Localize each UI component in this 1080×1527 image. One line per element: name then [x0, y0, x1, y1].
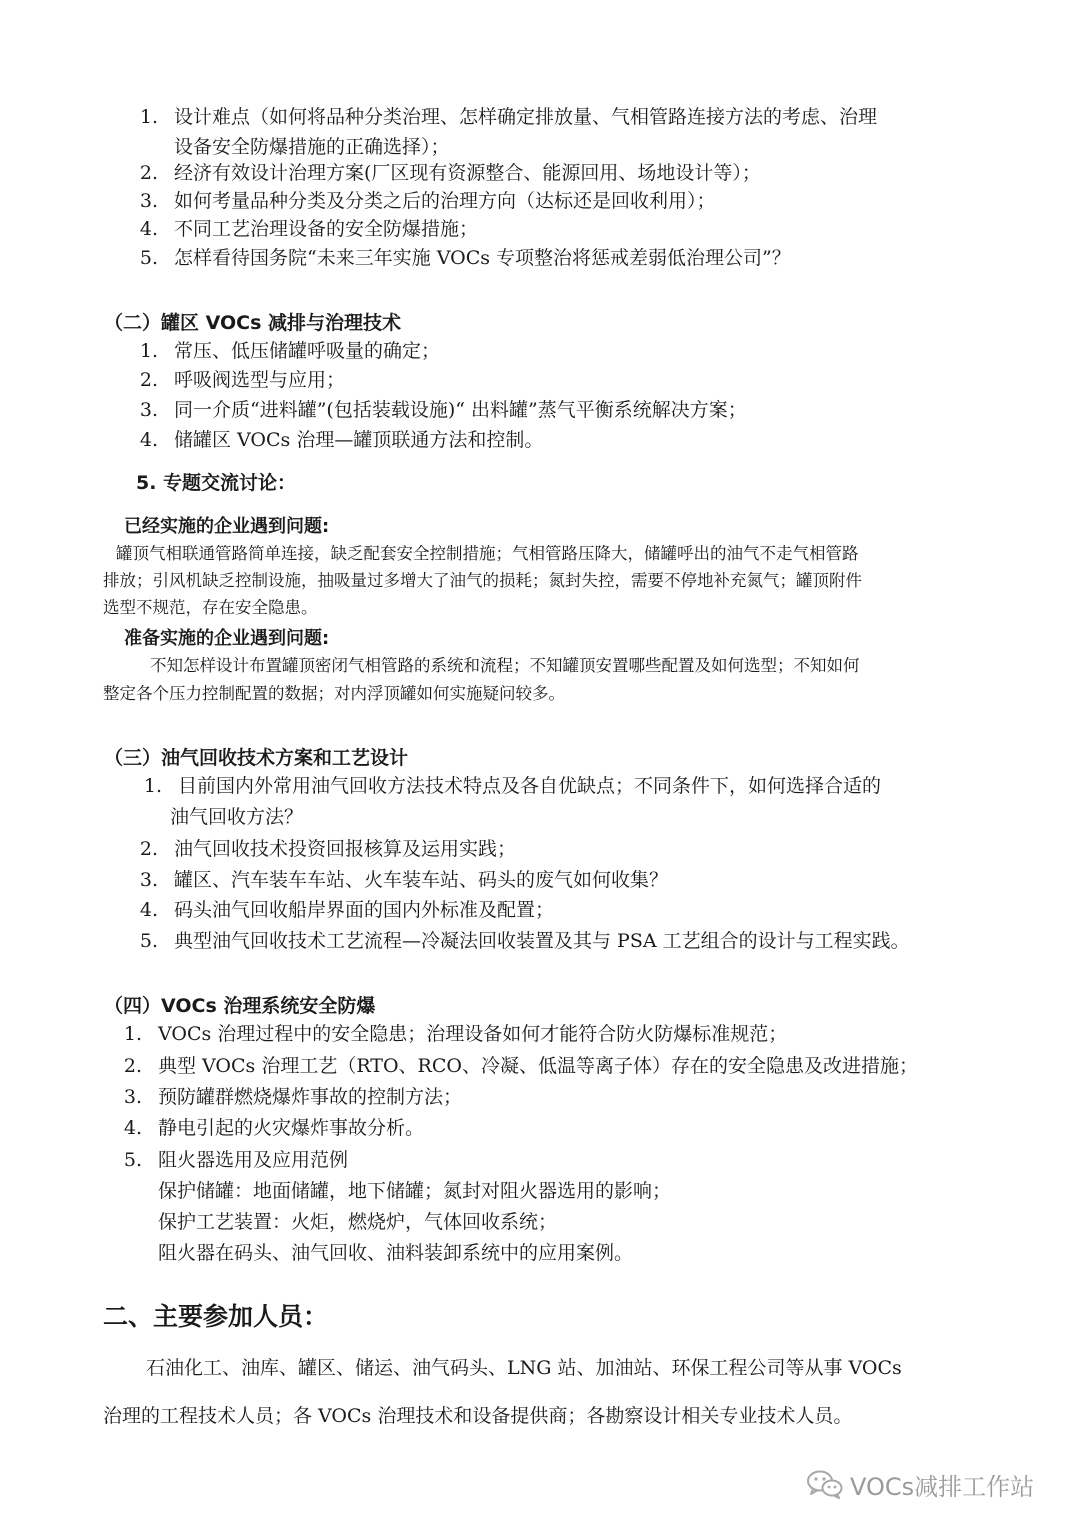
- item-number: 5.: [123, 1149, 142, 1171]
- preparing-problems-line: 整定各个压力控制配置的数据；对内浮顶罐如何实施疑问较多。: [103, 684, 565, 703]
- item-number: 2.: [139, 838, 158, 860]
- item-number: 5.: [139, 930, 158, 952]
- item-text: 常压、低压储罐呼吸量的确定；: [174, 340, 441, 362]
- item-text: 典型 VOCs 治理工艺（RTO、RCO、冷凝、低温等离子体）存在的安全隐患及改进措施；: [158, 1055, 918, 1077]
- section-heading-vapor-recovery: （三）油气回收技术方案和工艺设计: [104, 747, 409, 769]
- item-number: 3.: [123, 1086, 142, 1108]
- wechat-icon: [806, 1469, 844, 1499]
- item-text: 怎样看待国务院“未来三年实施 VOCs 专项整治将惩戒差弱低治理公司”？: [174, 247, 791, 269]
- preparing-problems-line: 不知怎样设计布置罐顶密闭气相管路的系统和流程；不知罐顶安置哪些配置及如何选型；不知如何: [150, 656, 860, 675]
- item-text-continued: 设备安全防爆措施的正确选择）；: [174, 136, 450, 158]
- section-heading-safety: （四）VOCs 治理系统安全防爆: [104, 995, 376, 1017]
- item-number: 4.: [123, 1117, 142, 1139]
- flame-arrester-subline: 保护储罐：地面储罐，地下储罐；氮封对阻火器选用的影响；: [158, 1180, 672, 1202]
- item-number: 5.: [139, 247, 158, 269]
- item-text: 经济有效设计治理方案(厂区现有资源整合、能源回用、场地设计等）；: [174, 162, 761, 184]
- implemented-problems-line: 罐顶气相联通管路简单连接，缺乏配套安全控制措施；气相管路压降大，储罐呼出的油气不走气相管路: [116, 544, 859, 563]
- item-text: 设计难点（如何将品种分类治理、怎样确定排放量、气相管路连接方法的考虑、治理: [174, 106, 878, 128]
- item-text: 不同工艺治理设备的安全防爆措施；: [174, 218, 479, 240]
- implemented-problems-line: 排放；引风机缺乏控制设施，抽吸量过多增大了油气的损耗；氮封失控，需要不停地补充氮气；罐顶附件: [103, 571, 862, 590]
- item-text: 典型油气回收技术工艺流程—冷凝法回收装置及其与 PSA 工艺组合的设计与工程实践。: [174, 930, 910, 952]
- item-number: 1.: [139, 340, 158, 362]
- item-number: 3.: [139, 869, 158, 891]
- item-number: 4.: [139, 429, 158, 451]
- item-text: 阻火器选用及应用范例: [158, 1149, 349, 1171]
- implemented-problems-heading: 已经实施的企业遇到问题:: [124, 516, 330, 537]
- item-text: 码头油气回收船岸界面的国内外标准及配置；: [174, 899, 555, 921]
- flame-arrester-subline: 保护工艺装置：火炬，燃烧炉，气体回收系统；: [158, 1211, 558, 1233]
- item-number: 1.: [123, 1023, 142, 1045]
- item-number: 4.: [139, 218, 158, 240]
- item-text: 如何考量品种分类及分类之后的治理方向（达标还是回收利用）；: [174, 190, 716, 212]
- item-number: 1.: [139, 106, 158, 128]
- item-text: 静电引起的火灾爆炸事故分析。: [158, 1117, 425, 1139]
- participants-line: 治理的工程技术人员；各 VOCs 治理技术和设备提供商；各勘察设计相关专业技术人员。: [103, 1405, 853, 1427]
- item-number: 3.: [139, 190, 158, 212]
- section-heading-tank-area: （二）罐区 VOCs 减排与治理技术: [104, 312, 402, 334]
- item-text: 罐区、汽车装车车站、火车装车站、码头的废气如何收集？: [174, 869, 669, 891]
- item-text: 同一介质“进料罐”(包括装载设施)“ 出料罐”蒸气平衡系统解决方案；: [174, 399, 747, 421]
- watermark-text: VOCs减排工作站: [850, 1472, 1035, 1501]
- item-number: 1.: [143, 775, 162, 797]
- item-number: 4.: [139, 899, 158, 921]
- item-number: 3.: [139, 399, 158, 421]
- item-number: 2.: [139, 162, 158, 184]
- item-number: 2.: [123, 1055, 142, 1077]
- watermark: [806, 1466, 1034, 1502]
- participants-heading: 二、主要参加人员：: [103, 1302, 329, 1331]
- topic-discussion-heading: 5. 专题交流讨论：: [136, 472, 297, 494]
- item-text: 预防罐群燃烧爆炸事故的控制方法；: [158, 1086, 463, 1108]
- item-number: 2.: [139, 369, 158, 391]
- item-text-continued: 油气回收方法？: [170, 806, 304, 828]
- participants-line: 石油化工、油库、罐区、储运、油气码头、LNG 站、加油站、环保工程公司等从事 VOCs: [146, 1357, 902, 1379]
- preparing-problems-heading: 准备实施的企业遇到问题:: [124, 628, 330, 649]
- item-text: 油气回收技术投资回报核算及运用实践；: [174, 838, 517, 860]
- item-text: 目前国内外常用油气回收方法技术特点及各自优缺点；不同条件下，如何选择合适的: [178, 775, 882, 797]
- item-text: 呼吸阀选型与应用；: [174, 369, 346, 391]
- item-text: 储罐区 VOCs 治理—罐顶联通方法和控制。: [174, 429, 544, 451]
- flame-arrester-subline: 阻火器在码头、油气回收、油料装卸系统中的应用案例。: [158, 1242, 634, 1264]
- item-text: VOCs 治理过程中的安全隐患；治理设备如何才能符合防火防爆标准规范；: [158, 1023, 788, 1045]
- implemented-problems-line: 选型不规范，存在安全隐患。: [103, 598, 318, 617]
